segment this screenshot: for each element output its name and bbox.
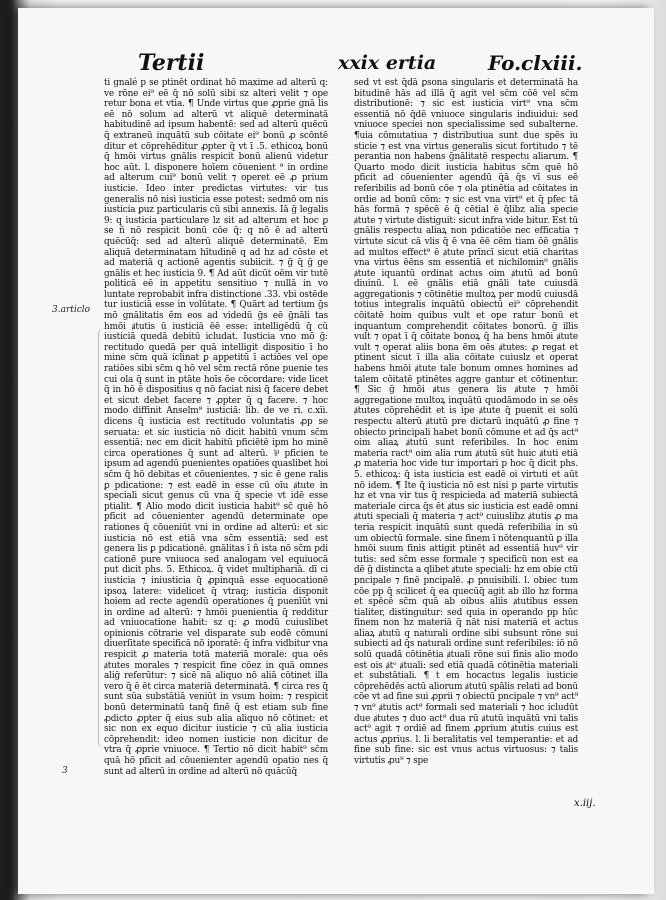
header-middle: xxix ertia xyxy=(338,52,437,74)
book-page xyxy=(18,8,654,894)
margin-note-article: 3.articlo xyxy=(52,305,91,315)
header-left: Tertii xyxy=(138,50,205,76)
left-column-text: ti gnalé p se ptinēt ordinat hō maxime ad alterū q: ve rōne ei⁹ eē q̄ nō solū sibi sz alteri velit ⁊ ope retur bona et vtia. ¶ Unde virtus que ꝓprie gnā lis eē nō solum ad alterū vt aliquē determinatā habitudinē ad ipsum habentē: sed ad alterū quēcū q̄ extraneū inquātū sub cōitate ei⁹ bonū ꝓ scōntē ditur et cōprehēditur ꝓpter q̄ vt ī .5. ethicoꝝ bonū q̄ hmōi virtus gnālis respicit bonū alienū videtur hoc aūt. l. disponere hoīem cōuenient ⁹ in ordine ad alterum cui⁹ bonū velit ⁊ operet eē ꝓ prium iusticie. Ideo inter predictas virtutes: vir tus generalis nō nisi iusticia esse potest: sedmō om nis iusticia ꝑuz particularis cū sibi annexis. Iā ḡ legalis 9: q iusticia particulare lz sit ad alterum et hoc ꝑ se ñ nō respicit bonū cōe q̄: q nō ē ad alterū quēcūq̄: sed ad alterū aliquē determinatē. Em aliquā determinatam hītudinē q ad hz ad cōste et ad materiā q actionē agentis subiicit. ⁊ ḡ q̄ ḡ ge gnālis et hec iusticia 9. ¶ Ad aūt dicūt oēm vir tutē politicā eē in appetitu sensitiuo ⁊ nullā in vo luntate reprobabit infra distinctione .33. vbi ostēde tur iusticiā esse in volūtate. ¶ Quārt ad tertium ḡs mō gnālitatis ēm eos ad videdū ḡs eē ḡnāli tas hmōi ⱥtutis ū iusticiā ēē esse: intelligēdū q̄ cū iusticiā quedā debitū icludat. Iusticia vno mō ḡ: rectitudo quedā per quā intelligit dispositio ī ho mine sc̄m quā iclinat ꝑ appetitū ī actiōes vel ope ratiōes sibi sc̄m ꝗ hō vel sc̄m rectā rōne puenie tes cui ola q̄ sunt in ptāte hoīs ōe cōcordare: vide licet q̄ in hō ē dispositius q nō faciat nisi q̄ facere debet et sicut debet facere ⁊ ꝓpter q̄ ꝗ facere. ⁊ hoc modo diffinit Anselm⁹ iusticiā: lib. de ve ri. c.xīi. dicens q̄ iusticia est rectitudo voluntatis ꝓp se seruata: et sic iusticia nō dicit habitū vnum sc̄m essentiā: nec em dicit habitū pficiētē ipm ho minē circa operationes q̄ sunt ad alterū. ⅌ pficien te ipsum ad agendū puenientes opatiōes quaslibet hoi sc̄m q̄ hō debitas et cōuenientes. ⁊ sic ē gene ralis ꝑ pdicatione: ⁊ est eadē in esse cū oīu ⱥtute in speciali sicut genus cū vna q̄ specie vt idē esse ptialit. ¶ Alio modo dicit iusticia habit⁹ sc̄ quē hō pficit ad cōuenienter agendū determinate ope rationes q̄ cōueniūt vni in ordine ad alterū: et sic iusticia nō est etiā vna sc̄m essentiā: sed est genera lis ꝑ pdicationē. gnālitas ī ñ ista nō sc̄m pdi cationē pure vniuoca sed analogam vel equiuocā put dicit phs. 5. Ethicoꝝ. q̄ videt multiphariā. dī ci iusticia ⁊ iniusticia q̄ ꝓpinquā esse equocationē ipsoꝝ latere: videlicet q̄ vtraq; iusticia disponit hoiem ad recte agendū operationes q̄ puenīūt vni in ordine ad alterū: ⁊ hmōi puenientia q̄ redditur ad vniuocatione habit: sz q: ꝓ modū cuiuslibet opinionis cōtrarie vel disparate sub eodē cōmuni diuerſitate specificā nō iporatē: q̄ infra vidbitur vna respicit ꝓ materia totā materiā morale: qua oēs ⱥtutes morales ⁊ respicit fine cōez in quā omnes aliḡ referūtur: ⁊ sicē nā aliquo nō aliā cōtinet illa vero q̄ ē ēt circa materiā determinatā. ¶ circa res q̄ sunt sūa substātiā veniūt in vsum hoim: ⁊ respicit bonū determinatū tanq̄ finē q̄ est etiam sub fine ꝓdicto ꝓpter q̄ eius sub alia aliquo nō cōtinet: et sic non ex equo dicitur iusticie ⁊ cū alia iusticia cōprehendit: ideo nomen iusticie non dicitur de vtra q̄ ꝓprie vniuoce. ¶ Tertio nō dicit habit⁹ sc̄m quā hō pficit ad cōuenienter agendū opatio nes q̄ sunt ad alterū in ordine ad alterū nō quācūq̄ xyxy=(104,78,328,777)
right-text-column xyxy=(354,78,578,767)
folio-number: Fo.clxiii. xyxy=(488,51,583,75)
running-header xyxy=(138,50,583,78)
right-column-text: sed vt est q̄dā ꝑsona singularis et determinatā ha bitudinē hās ad illā q̄ agit vel sc̄m cōē vel sc̄m distributionē: ⁊ sic est iusticia virt⁹ vna sc̄m essentiā nō q̄dē vniuoce singularis indiuidui: sed vniuoce speciei non specialissime sed subalterne. ¶uia cōmutatiua ⁊ distributiua sunt due spēs iu sticie ⁊ est vna virtus generalis sicut fortitudo ⁊ tē perantia non habens ḡnālitatē respectu aliarum. ¶ Quarto modo dicit iusticia habitus sc̄m quē hō pficit ad cōuenienter agendū q̄ā q̄s vī sus eē referibilis ad bonū cōe ⁊ ola ptinētia ad cōitates in ordie ad bonū cōm: ⁊ sic est vna virt⁹ et q̄ pfec tā hās formā ⁊ spēcē ē q̄ cētial ē q̄libz alia specie ⱥtute ⁊ virtute distiguit: sicut infra vide bitur. Est tū gnālis respectu aliaꝝ non pdicatiōe nec efficatia ⁊ virtute sicut cā vlis q̄ ē vna ēē cēm tiam ōē gnālis ad multos effect⁹ ē ⱥtute prīncī sicut etiā charitas vna virtus ēēns sm essentiā et nichilomin⁹ gnālis ⱥtute iquantū ordinat actus oim ⱥtutū ad bonū diuinū. l. eē gnālis etiā gnāli tate cuiusdā aggregationis ⁊ cōtinētie multoꝝ per modū cuiusdā totius integralis inquātū obiectū ei⁹ cōprehendit cōitatē hoim quibus vult et ope ratur bonū et inquantum comprehendit cōitates bonorū. ḡ illis vult ⁊ opat ī q̄ cōitate bonoꝝ q̄ ha bens hmōi ⱥtute vult ⁊ operat aliis bona ēm oēs ⱥtutes: ꝓ regat et ptinent sicut ī illa alia cōitate cuiuslz et operat habens hmōi ⱥtute tale bonum omnes homines ad talem cōitatē ptinētes aggre gantur et cōtinentur. ¶ Sic ḡ hmōi ⱥtus genera lis ⱥtute ⁊ hmōi aggregatione multoꝝ inquātū quodāmodo in se oēs ⱥtutes cōprehēdit et is ipe ⱥtute q̄ puenit ei solū respectu alterū ⱥtutū pre dictarū inquātū ꝓ fine ⁊ obiecto principali habet bonū cōmune et ad q̄s act⁹ oim aliaꝝ ⱥtutū sunt referibiles. In hoc enim materia ract⁹ oim alia rum ⱥtutū sūt huic ⱥtuti etiā ꝓ materia hoc vide tur importari p hoc q̄ dicit phs. 5. ethicoꝝ: q̄ ista iusticia est eadē oi virtuti et aūt nō idem. ¶ Ite q̄ iusticia nō est nisi p parte virtutis hz et vna vir tus q̄ respicieda ad materiā subiectā materiale circa q̄s ēt ⱥtus sic iusticia est eadē omni ⱥtuti speciali q̄ materia ⁊ act⁹ cuiuslibz ⱥtutis ꝓ ma teria respicit inquātū sunt quedā referibilia in sū um obiectū formale. sine finem ī nōtenquantū ꝑ illa hmōi suum finis attigit ptinēt ad essentiā huv⁹ vir tutis: sed sc̄m esse formale ⁊ specificū non est ea dē ḡ distincta a qlibet ⱥtute speciali: hz em obie ctū pncipale ⁊ finē pncipalē. ꝓ pnuisibili. l. obiec tum cōe pp q̄ scilicet q̄ ea quecūq̄ agit ab illo hz forma et spēcē sc̄m quā ab oibus aliis ⱥtutibus essen tialiter, distinguitur: sed quia in operando pp hūc finem non hz materiā q̄ nāt nisi materiā et actus aliaꝝ ⱥtutū q naturali ordine sibi subsunt rōne sui subiecti ad q̄s naturali ordine sunt referibiles: iō nō solū quadā cōtinētia ⱥtuali rōne sui finis alio modo est ois ⱥtᵒ ⱥtuali: sed etiā quadā cōtinētia materiali et substātiali. ¶ t em hocactus legalis iusticie cōprehēdēs actū aliorum ⱥtutū spālis relati ad bonū cōe vt ad fine sui ꝓprii ⁊ obiectū pncipale ⁊ vn⁹ act⁹ ⁊ vn⁹ ⱥtutis act⁹ formali sed materiali ⁊ hoc icludūt due ⱥtutes ⁊ duo act⁹ dua rū ⱥtutū inquātū vni talis act⁹ agit ⁊ ordiē ad finem ꝓprium ⱥtutis cuius est actus ꝓprius. l. li beralitatis vel temperantie: et ad fine sub fine: sic est vnus actus virtuosus: ⁊ talis virtutis ꝓu⁹ ⁊ spe xyxy=(354,78,578,766)
signature-mark: x.iij. xyxy=(574,798,596,809)
margin-note-number: 3 xyxy=(62,766,68,776)
left-text-column xyxy=(104,78,328,777)
